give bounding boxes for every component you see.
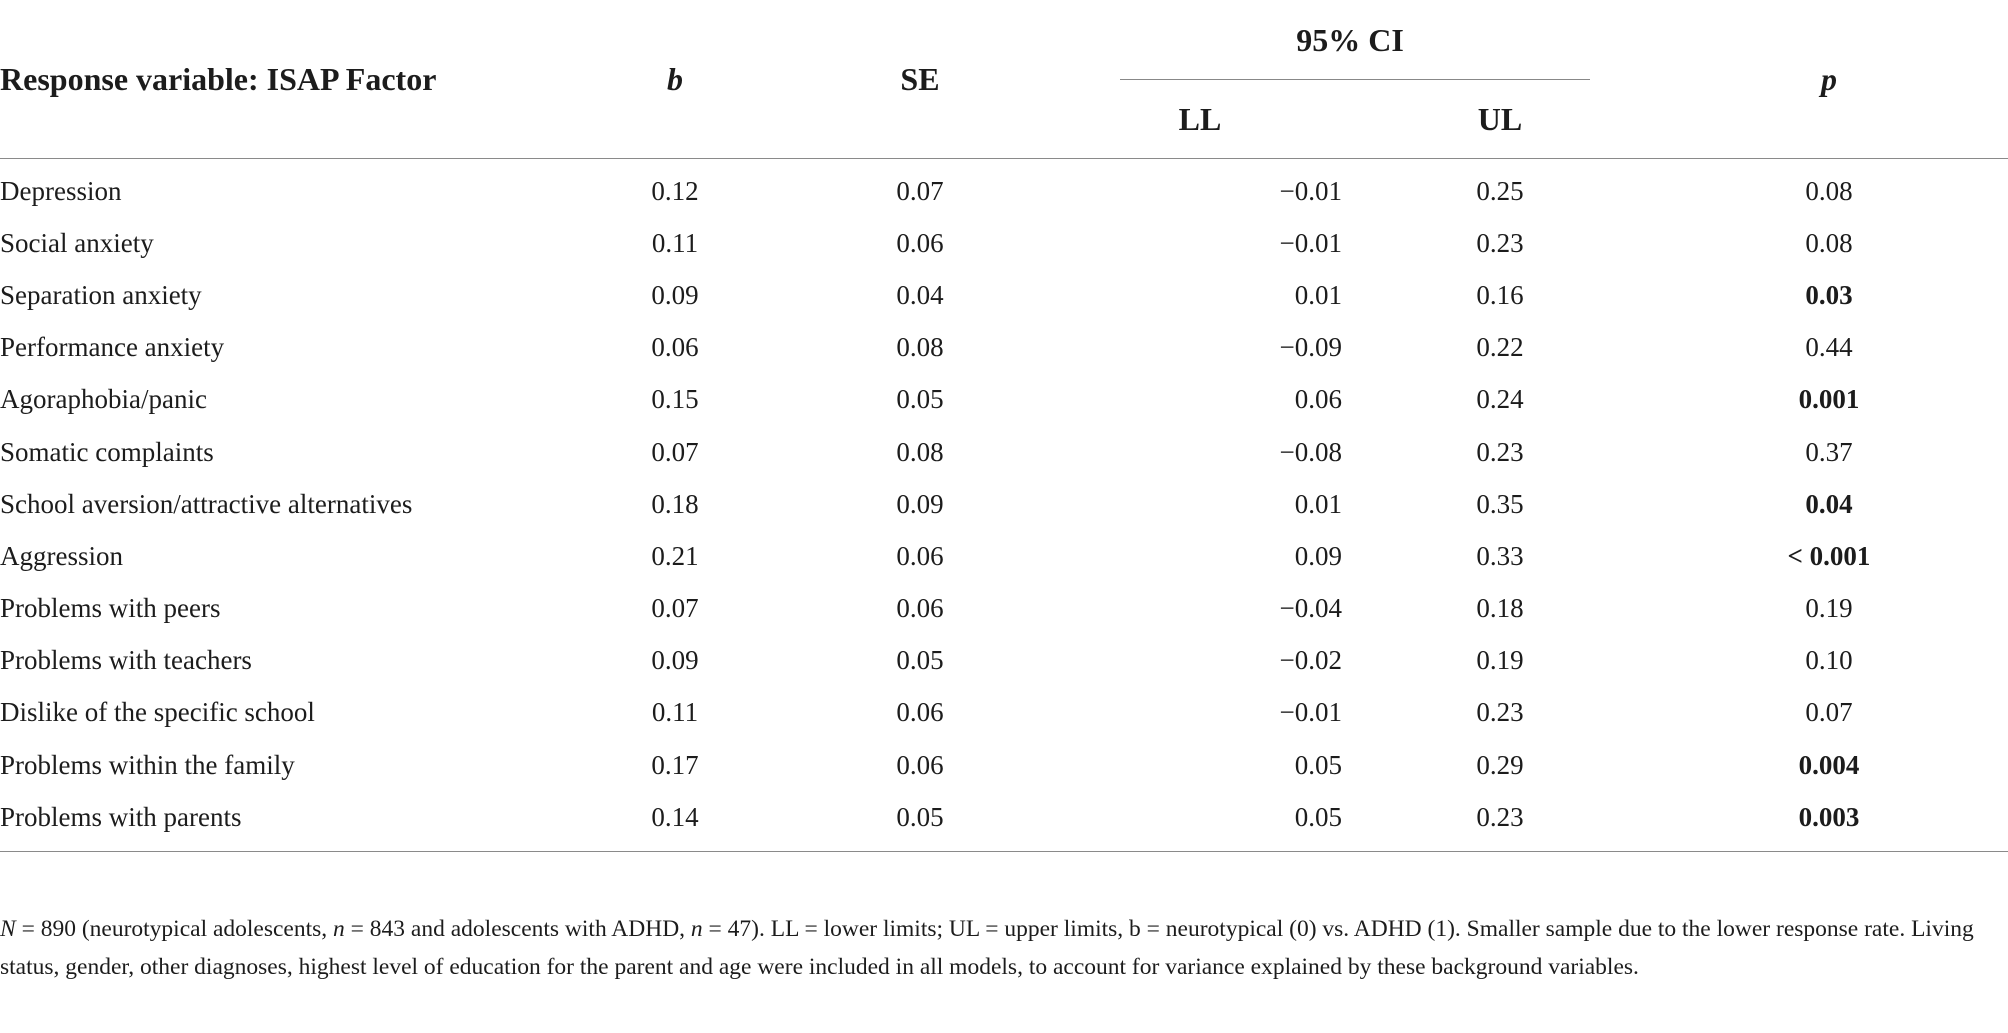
cell-se: 0.06 xyxy=(896,593,944,624)
cell-b: 0.17 xyxy=(651,749,699,780)
cell-ll xyxy=(1050,426,1350,478)
footnote-n2-eq: = 47). LL = lower limits; UL = upper limits, b = neurotypical (0) vs. ADHD (1). Smaller sample due to the lower response rate. Living status, gender, other diagnoses, highest level of education for the parent and age were included in all models, to account for variance explained by these background variables. xyxy=(0,916,1974,980)
cell-factor: Depression xyxy=(0,175,122,206)
cell-p: < 0.001 xyxy=(1787,540,1871,571)
cell-b: 0.06 xyxy=(651,332,699,363)
cell-b: 0.12 xyxy=(651,175,699,206)
table-row xyxy=(0,478,2008,530)
cell-se: 0.09 xyxy=(896,488,944,519)
cell-factor: Separation anxiety xyxy=(0,279,202,310)
header-ul: UL xyxy=(1350,80,1650,159)
cell-b: 0.11 xyxy=(651,227,699,258)
cell-factor: Performance anxiety xyxy=(0,332,225,363)
cell-ul: 0.24 xyxy=(1476,384,1524,415)
cell-factor: Problems with parents xyxy=(0,791,560,852)
cell-factor: Dislike of the specific school xyxy=(0,697,315,728)
table-row xyxy=(0,583,2008,635)
cell-ul: 0.29 xyxy=(1476,749,1524,780)
cell-ul: 0.22 xyxy=(1476,332,1524,363)
cell-ll-value: 0.05 xyxy=(1294,749,1342,780)
table-row xyxy=(0,739,2008,791)
header-ci-group xyxy=(1050,0,1650,80)
cell-b: 0.21 xyxy=(651,540,699,571)
footnote-n-symbol: N xyxy=(0,916,16,942)
cell-ll-value: −0.01 xyxy=(1279,697,1342,728)
cell-ll xyxy=(1050,583,1350,635)
footnote-n2-symbol: n xyxy=(690,916,703,942)
cell-ll-value: −0.09 xyxy=(1279,332,1342,363)
cell-factor: Problems with peers xyxy=(0,593,221,624)
cell-b: 0.18 xyxy=(651,488,699,519)
cell-factor: Problems with teachers xyxy=(0,645,252,676)
cell-se: 0.06 xyxy=(896,227,944,258)
footnote-n1-eq: = 843 and adolescents with ADHD, xyxy=(344,916,691,942)
header-ci-label: 95% CI xyxy=(1296,21,1404,58)
table-row xyxy=(0,687,2008,739)
cell-se: 0.07 xyxy=(896,175,944,206)
cell-ul: 0.23 xyxy=(1476,227,1524,258)
cell-p: 0.03 xyxy=(1805,279,1853,310)
cell-p: 0.19 xyxy=(1805,593,1853,624)
header-ll: LL xyxy=(1050,80,1350,159)
cell-ll-value: 0.09 xyxy=(1294,540,1342,571)
cell-b: 0.14 xyxy=(560,791,790,852)
table-row xyxy=(0,322,2008,374)
cell-ll-value: 0.06 xyxy=(1294,384,1342,415)
cell-ll-value: 0.05 xyxy=(1294,801,1342,832)
cell-se: 0.05 xyxy=(790,791,1050,852)
cell-ll xyxy=(1050,478,1350,530)
cell-ll xyxy=(1050,217,1350,269)
header-p: p xyxy=(1650,0,2008,159)
cell-ll-value: −0.01 xyxy=(1279,175,1342,206)
cell-ul: 0.35 xyxy=(1476,488,1524,519)
cell-ul: 0.23 xyxy=(1350,791,1650,852)
cell-ll xyxy=(1050,739,1350,791)
cell-factor: Problems within the family xyxy=(0,749,295,780)
table-row xyxy=(0,791,2008,852)
cell-ul: 0.25 xyxy=(1476,175,1524,206)
cell-ll xyxy=(1050,269,1350,321)
cell-p: 0.08 xyxy=(1805,227,1853,258)
table-header xyxy=(0,0,2008,159)
cell-p: 0.44 xyxy=(1805,332,1853,363)
cell-factor: Agoraphobia/panic xyxy=(0,384,207,415)
cell-ll-value: −0.08 xyxy=(1279,436,1342,467)
cell-ul: 0.23 xyxy=(1476,697,1524,728)
cell-se: 0.08 xyxy=(896,332,944,363)
table-row xyxy=(0,635,2008,687)
cell-p: 0.003 xyxy=(1650,791,2008,852)
cell-se: 0.06 xyxy=(896,697,944,728)
footnote-n1-symbol: n xyxy=(333,916,345,942)
cell-se: 0.05 xyxy=(896,645,944,676)
cell-p: 0.10 xyxy=(1805,645,1853,676)
cell-b: 0.07 xyxy=(651,436,699,467)
cell-ul: 0.23 xyxy=(1476,436,1524,467)
cell-ll-value: −0.01 xyxy=(1279,227,1342,258)
cell-ul: 0.19 xyxy=(1476,645,1524,676)
cell-ll-value: −0.02 xyxy=(1279,645,1342,676)
cell-ll xyxy=(1050,791,1350,852)
cell-ll xyxy=(1050,374,1350,426)
cell-b: 0.09 xyxy=(651,645,699,676)
cell-factor: Somatic complaints xyxy=(0,436,214,467)
cell-factor: School aversion/attractive alternatives xyxy=(0,488,413,519)
header-b: b xyxy=(560,0,790,159)
footnote-n-eq: = 890 (neurotypical adolescents, xyxy=(15,916,334,942)
cell-p: 0.004 xyxy=(1798,749,1860,780)
cell-se: 0.04 xyxy=(896,279,944,310)
cell-ul: 0.33 xyxy=(1476,540,1524,571)
table-row xyxy=(0,159,2008,218)
cell-ll-value: 0.01 xyxy=(1294,279,1342,310)
cell-se: 0.06 xyxy=(896,540,944,571)
table-footnote xyxy=(0,910,2008,986)
table-row xyxy=(0,530,2008,582)
cell-p: 0.08 xyxy=(1805,175,1853,206)
table-row xyxy=(0,426,2008,478)
cell-se: 0.06 xyxy=(896,749,944,780)
cell-p: 0.37 xyxy=(1805,436,1853,467)
cell-ul: 0.18 xyxy=(1476,593,1524,624)
cell-b: 0.07 xyxy=(651,593,699,624)
ci-divider xyxy=(1120,79,1590,80)
table-row xyxy=(0,374,2008,426)
cell-ll xyxy=(1050,530,1350,582)
table-row xyxy=(0,217,2008,269)
cell-ll-value: 0.01 xyxy=(1294,488,1342,519)
cell-p: 0.04 xyxy=(1805,488,1853,519)
table-body xyxy=(0,159,2008,852)
cell-ll xyxy=(1050,322,1350,374)
cell-factor: Aggression xyxy=(0,540,123,571)
cell-factor: Social anxiety xyxy=(0,227,154,258)
header-se: SE xyxy=(790,0,1050,159)
cell-ll xyxy=(1050,635,1350,687)
cell-p: 0.07 xyxy=(1805,697,1853,728)
cell-se: 0.08 xyxy=(896,436,944,467)
cell-b: 0.09 xyxy=(651,279,699,310)
cell-ll-value: −0.04 xyxy=(1279,593,1342,624)
header-response-variable: Response variable: ISAP Factor xyxy=(0,0,560,159)
table-row xyxy=(0,269,2008,321)
cell-se: 0.05 xyxy=(896,384,944,415)
cell-ul: 0.16 xyxy=(1476,279,1524,310)
cell-ll xyxy=(1050,159,1350,218)
cell-b: 0.15 xyxy=(651,384,699,415)
cell-b: 0.11 xyxy=(651,697,699,728)
cell-p: 0.001 xyxy=(1798,384,1860,415)
cell-ll xyxy=(1050,687,1350,739)
